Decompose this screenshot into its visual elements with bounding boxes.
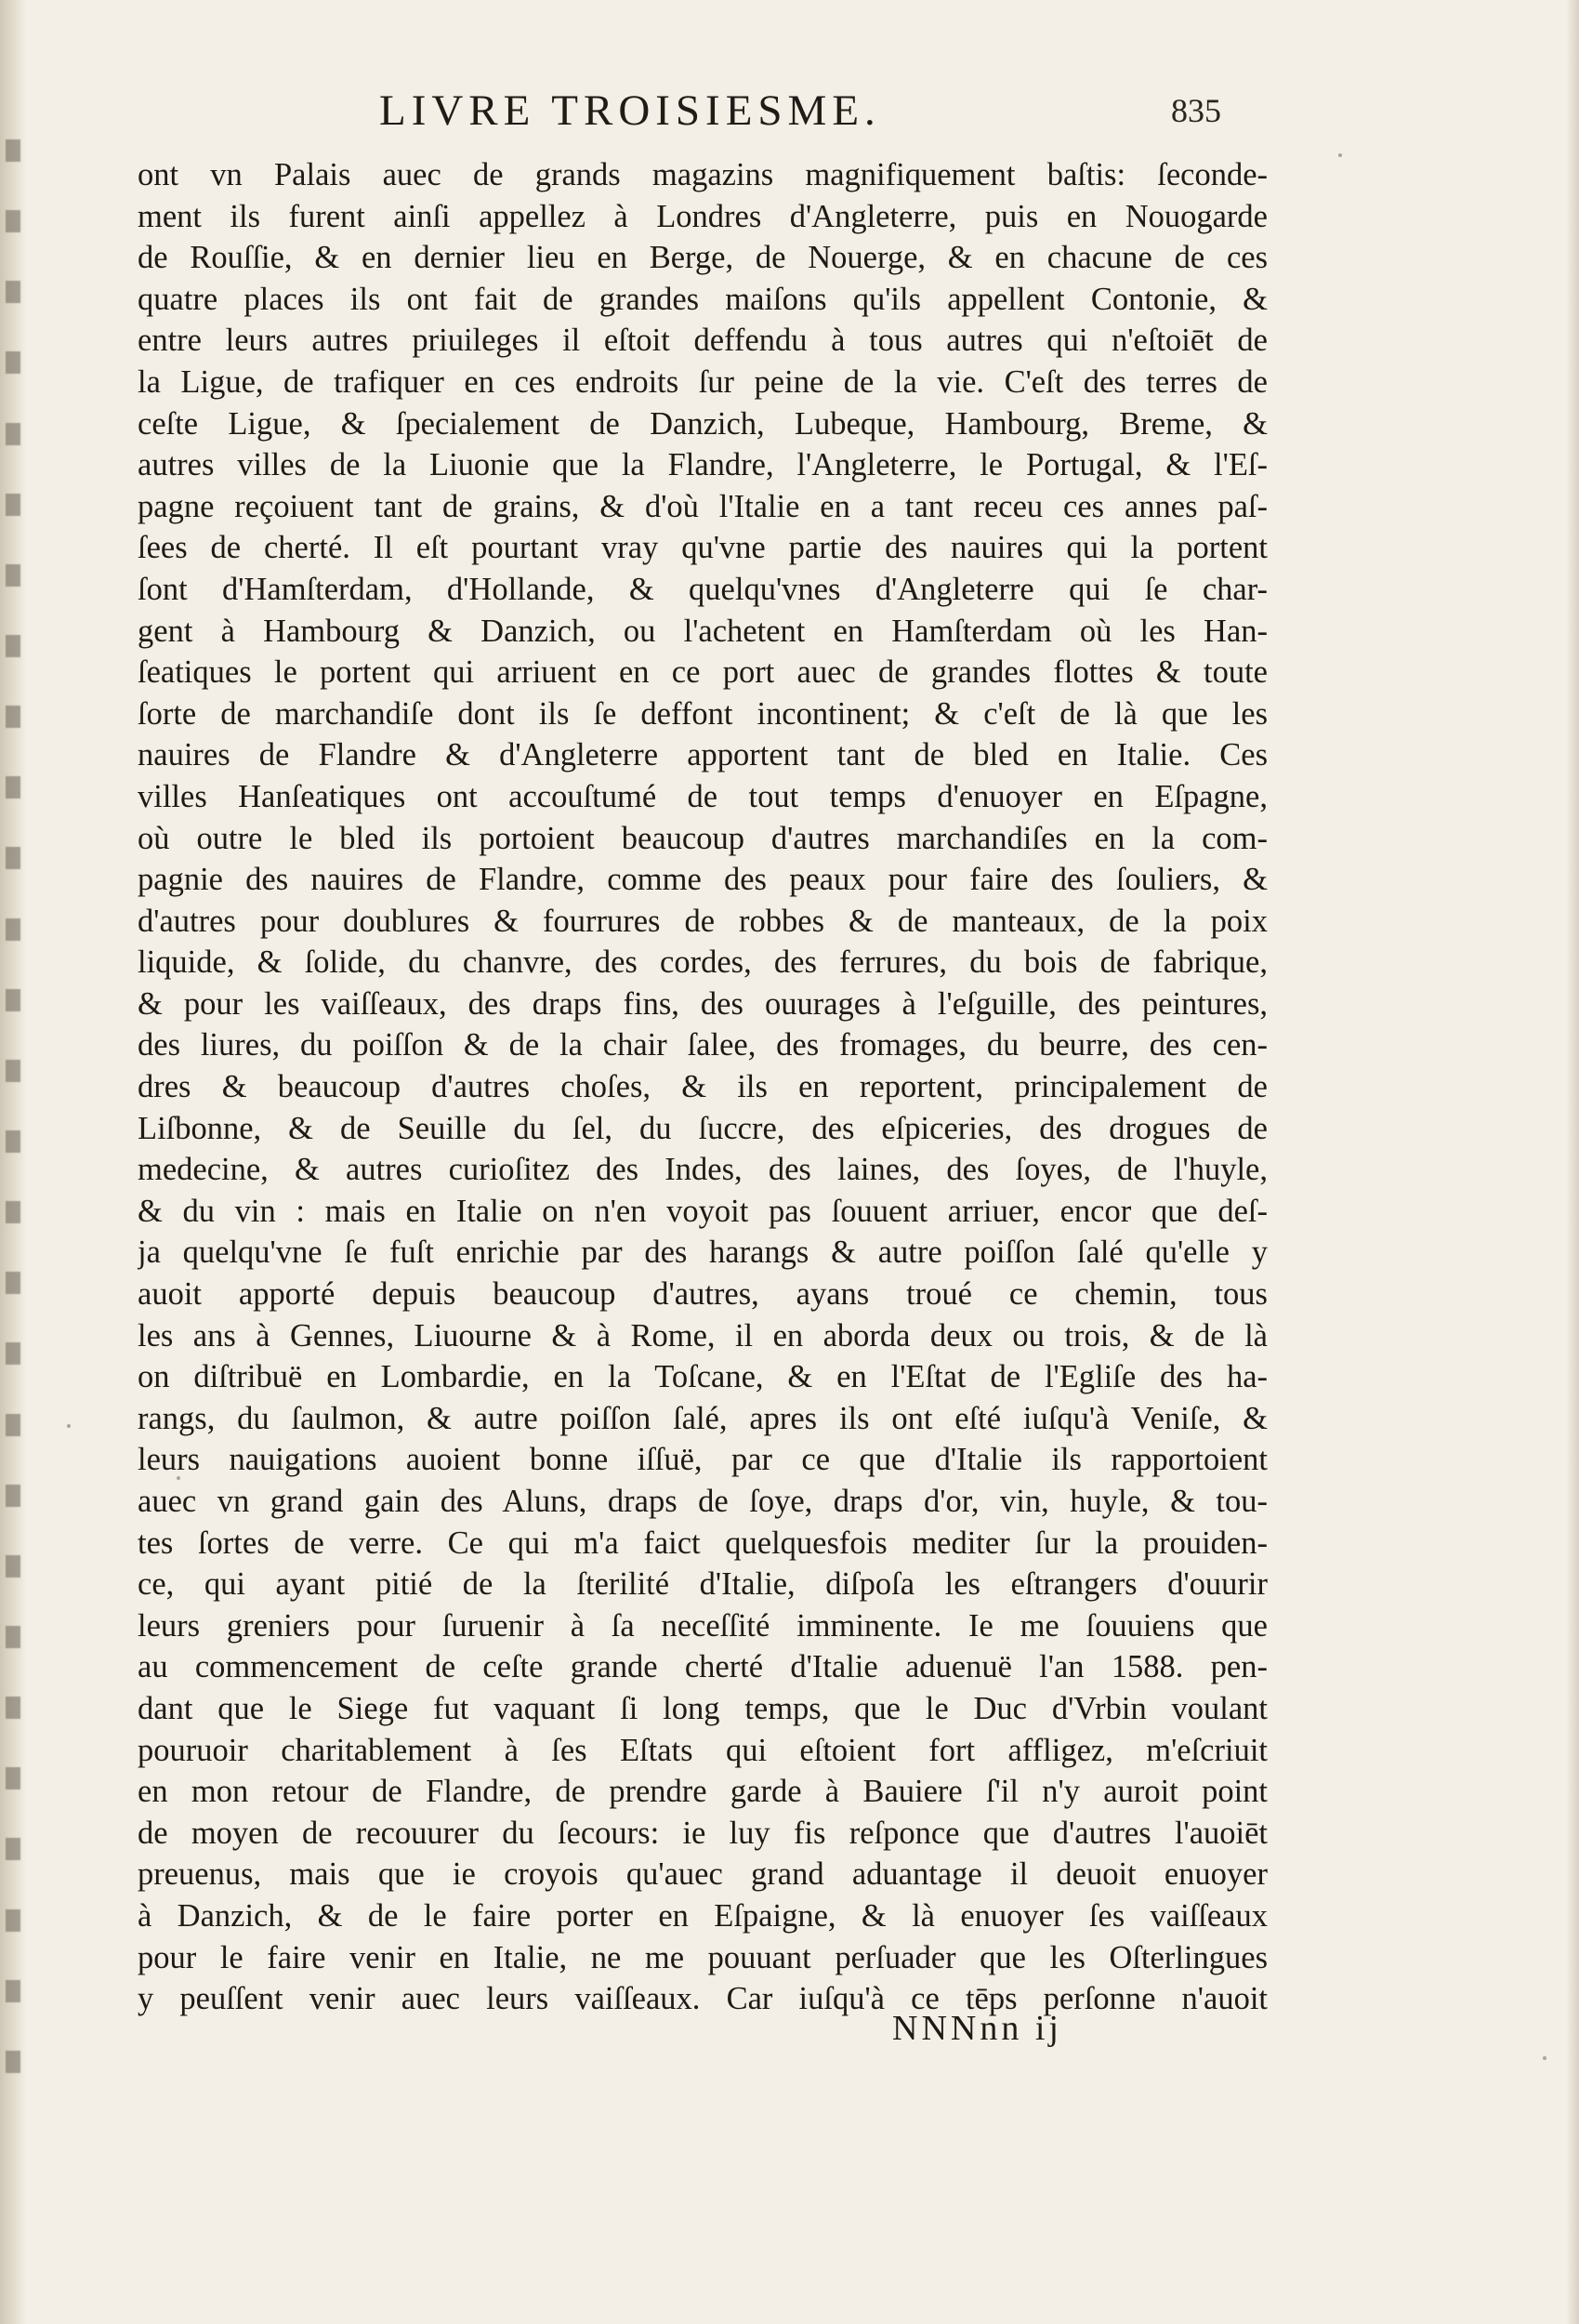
- ink-speck: [1543, 2056, 1546, 2060]
- text-line: de moyen de recouurer du ſecours: ie luy fis reſponce que d'autres l'auoiēt: [138, 1815, 1268, 1851]
- text-line: Liſbonne, & de Seuille du ſel, du ſuccre, des eſpiceries, des drogues de: [138, 1110, 1268, 1146]
- bleed-mark: [6, 1414, 20, 1436]
- text-line: au commencement de ceſte grande cherté d'Italie aduenuë l'an 1588. pen-: [138, 1649, 1268, 1685]
- text-line: leurs greniers pour ſuruenir à ſa neceſſité imminente. Ie me ſouuiens que: [138, 1607, 1268, 1644]
- bleed-mark: [6, 281, 20, 303]
- text-line: villes Hanſeatiques ont accouſtumé de tout temps d'enuoyer en Eſpagne,: [138, 778, 1268, 814]
- running-head: [0, 86, 1579, 141]
- text-line: tes ſortes de verre. Ce qui m'a faict quelquesfois mediter ſur la prouiden-: [138, 1525, 1268, 1561]
- signature-mark: NNNnn ij: [892, 2009, 1062, 2048]
- text-line: pagne reçoiuent tant de grains, & d'où l'Italie en a tant receu ces annes paſ-: [138, 488, 1268, 524]
- bleed-mark: [6, 1626, 20, 1648]
- text-line: ment ils furent ainſi appellez à Londres d'Angleterre, puis en Nouogarde: [138, 198, 1268, 234]
- text-line: ont vn Palais auec de grands magazins magnifiquement baſtis: ſeconde-: [138, 157, 1268, 192]
- ink-speck: [1338, 153, 1342, 157]
- bleed-mark: [6, 847, 20, 869]
- text-line: y peuſſent venir auec leurs vaiſſeaux. Car iuſqu'à ce tēps perſonne n'auoit: [138, 1981, 1268, 2017]
- text-line: ja quelqu'vne ſe fuſt enrichie par des harangs & autre poiſſon ſalé qu'elle y: [138, 1235, 1268, 1271]
- text-line: la Ligue, de trafiquer en ces endroits ſur peine de la vie. C'eſt des terres de: [138, 363, 1268, 400]
- bleed-mark: [6, 1272, 20, 1294]
- bleed-mark: [6, 1909, 20, 1932]
- text-line: des liures, du poiſſon & de la chair ſalee, des fromages, du beurre, des cen-: [138, 1027, 1268, 1063]
- text-line: ſont d'Hamſterdam, d'Hollande, & quelqu'vnes d'Angleterre qui ſe char-: [138, 571, 1268, 607]
- text-line: pagnie des nauires de Flandre, comme des peaux pour faire des ſouliers, &: [138, 862, 1268, 898]
- text-line: pouruoir charitablement à ſes Eſtats qui eſtoient fort affligez, m'eſcriuit: [138, 1732, 1268, 1768]
- bleed-mark: [6, 1697, 20, 1719]
- running-head-title: LIVRE TROISIESME.: [379, 86, 881, 135]
- show-through-marks: [6, 139, 45, 2073]
- body-text: [138, 154, 1268, 2020]
- bleed-mark: [6, 494, 20, 516]
- text-line: preuenus, mais que ie croyois qu'auec grand aduantage il deuoit enuoyer: [138, 1856, 1268, 1893]
- bleed-mark: [6, 1342, 20, 1365]
- text-line: de Rouſſie, & en dernier lieu en Berge, de Nouerge, & en chacune de ces: [138, 240, 1268, 276]
- text-line: entre leurs autres priuileges il eſtoit deffendu à tous autres qui n'eſtoiēt de: [138, 323, 1268, 359]
- bleed-mark: [6, 1838, 20, 1860]
- bleed-mark: [6, 1555, 20, 1578]
- bleed-mark: [6, 1201, 20, 1223]
- bleed-mark: [6, 918, 20, 941]
- text-line: ce, qui ayant pitié de la ſterilité d'Italie, diſpoſa les eſtrangers d'ouurir: [138, 1566, 1268, 1603]
- bleed-mark: [6, 139, 20, 162]
- text-line: liquide, & ſolide, du chanvre, des cordes, des ferrures, du bois de fabrique,: [138, 944, 1268, 981]
- text-line: à Danzich, & de le faire porter en Eſpaigne, & là enuoyer ſes vaiſſeaux: [138, 1897, 1268, 1934]
- text-line: medecine, & autres curioſitez des Indes, des laines, des ſoyes, de l'huyle,: [138, 1152, 1268, 1188]
- text-line: ſeatiques le portent qui arriuent en ce port auec de grandes flottes & toute: [138, 654, 1268, 691]
- text-line: ſees de cherté. Il eſt pourtant vray qu'vne partie des nauires qui la portent: [138, 530, 1268, 566]
- text-line: on diſtribuë en Lombardie, en la Toſcane, & en l'Eſtat de l'Egliſe des ha-: [138, 1359, 1268, 1395]
- ink-speck: [67, 1424, 71, 1428]
- text-line: pour le faire venir en Italie, ne me pouuant perſuader que les Oſterlingues: [138, 1939, 1268, 1975]
- text-line: & pour les vaiſſeaux, des draps fins, des ouurages à l'eſguille, des peintures,: [138, 985, 1268, 1022]
- text-line: dres & beaucoup d'autres choſes, & ils en reportent, principalement de: [138, 1069, 1268, 1105]
- text-line: auec vn grand gain des Aluns, draps de ſoye, draps d'or, vin, huyle, & tou-: [138, 1484, 1268, 1519]
- bleed-mark: [6, 706, 20, 728]
- text-line: nauires de Flandre & d'Angleterre apportent tant de bled en Italie. Ces: [138, 737, 1268, 773]
- bleed-mark: [6, 989, 20, 1011]
- text-line: ſorte de marchandiſe dont ils ſe deffont incontinent; & c'eſt de là que les: [138, 695, 1268, 732]
- text-line: autres villes de la Liuonie que la Flandre, l'Angleterre, le Portugal, & l'Eſ-: [138, 447, 1268, 483]
- bleed-mark: [6, 423, 20, 445]
- text-line: rangs, du ſaulmon, & autre poiſſon ſalé, apres ils ont eſté iuſqu'à Veniſe, &: [138, 1400, 1268, 1436]
- text-line: auoit apporté depuis beaucoup d'autres, ayans troué ce chemin, tous: [138, 1276, 1268, 1313]
- bleed-mark: [6, 1767, 20, 1789]
- text-line: quatre places ils ont fait de grandes maiſons qu'ils appellent Contonie, &: [138, 281, 1268, 317]
- bleed-mark: [6, 210, 20, 232]
- text-line: où outre le bled ils portoient beaucoup d'autres marchandiſes en la com-: [138, 820, 1268, 856]
- page-number: 835: [1171, 92, 1221, 129]
- bleed-mark: [6, 635, 20, 657]
- text-line: dant que le Siege fut vaquant ſi long temps, que le Duc d'Vrbin voulant: [138, 1690, 1268, 1726]
- bleed-mark: [6, 1485, 20, 1507]
- text-line: les ans à Gennes, Liuourne & à Rome, il en aborda deux ou trois, & de là: [138, 1317, 1268, 1353]
- text-line: gent à Hambourg & Danzich, ou l'achetent en Hamſterdam où les Han-: [138, 613, 1268, 649]
- text-line: en mon retour de Flandre, de prendre garde à Bauiere ſ'il n'y auroit point: [138, 1774, 1268, 1810]
- bleed-mark: [6, 1980, 20, 2002]
- bleed-mark: [6, 776, 20, 799]
- bleed-mark: [6, 1130, 20, 1153]
- bleed-mark: [6, 351, 20, 374]
- bleed-mark: [6, 2051, 20, 2073]
- text-line: leurs nauigations auoient bonne iſſuë, par ce que d'Italie ils rapportoient: [138, 1442, 1268, 1478]
- bleed-mark: [6, 1060, 20, 1082]
- text-line: & du vin : mais en Italie on n'en voyoit pas ſouuent arriuer, encor que deſ-: [138, 1193, 1268, 1229]
- page-edge: [1566, 0, 1579, 2324]
- bleed-mark: [6, 564, 20, 587]
- text-line: ceſte Ligue, & ſpecialement de Danzich, Lubeque, Hambourg, Breme, &: [138, 405, 1268, 442]
- text-line: d'autres pour doublures & fourrures de robbes & de manteaux, de la poix: [138, 903, 1268, 939]
